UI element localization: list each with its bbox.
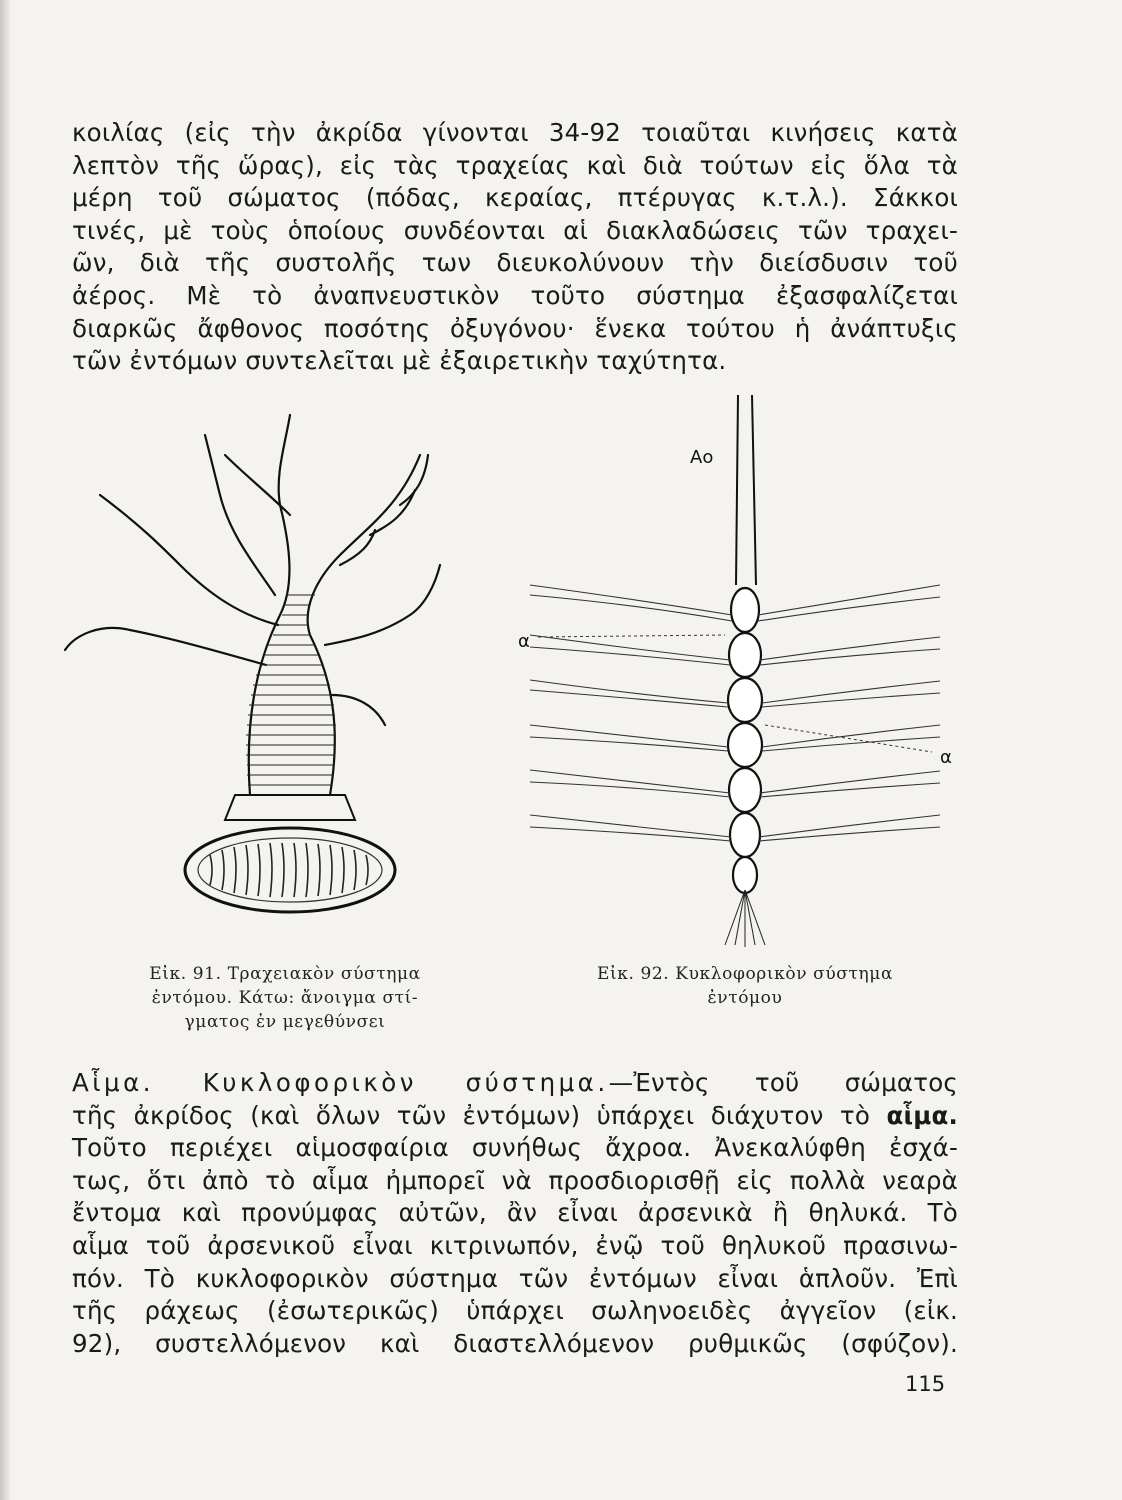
section-heading: Αἷμα. Κυκλοφορικὸν σύστημα. bbox=[72, 1068, 609, 1097]
caption-line: ἐντόμου. Κάτω: ἄνοιγμα στί- bbox=[151, 988, 419, 1008]
caption-line: Εἰκ. 91. Τραχειακὸν σύστημα bbox=[149, 964, 421, 984]
text-fragment: τῆς ἀκρίδος (καὶ ὅλων τῶν ἐντόμων) ὑπάρχει διάχυτον τὸ bbox=[72, 1100, 887, 1130]
text-line bbox=[72, 1067, 958, 1100]
text-line: κοιλίας (εἰς τὴν ἀκρίδα γίνονται 34-92 τοιαῦται κινήσεις κατὰ bbox=[72, 118, 958, 147]
text-line: μέρη τοῦ σώματος (πόδας, κεραίας, πτέρυγας κ.τ.λ.). Σάκκοι bbox=[72, 183, 958, 213]
text-line: τῆς ράχεως (ἐσωτερικῶς) ὑπάρχει σωληνοειδὲς ἀγγεῖον (εἰκ. bbox=[72, 1296, 958, 1326]
page-number: 115 bbox=[905, 1372, 946, 1396]
alary-muscle-label-right: α bbox=[940, 747, 952, 768]
paragraph-blood-circulation bbox=[72, 1067, 958, 1360]
text-line: αἷμα τοῦ ἀρσενικοῦ εἶναι κιτρινωπόν, ἐνῷ τοῦ θηλυκοῦ πρασινω- bbox=[72, 1230, 958, 1260]
tracheal-system-illustration bbox=[40, 395, 480, 935]
text-line: τινές, μὲ τοὺς ὁποίους συνδέονται αἱ διακλαδώσεις τῶν τραχει- bbox=[72, 215, 958, 245]
text-line: ἔντομα καὶ προνύμφας αὐτῶν, ἂν εἶναι ἀρσενικὰ ἢ θηλυκά. Τὸ bbox=[72, 1198, 958, 1228]
text-line: πόν. Τὸ κυκλοφορικὸν σύστημα τῶν ἐντόμων εἶναι ἁπλοῦν. Ἐπὶ bbox=[72, 1263, 958, 1293]
bold-term: αἷμα. bbox=[886, 1100, 958, 1130]
text-line: ἀέρος. Μὲ τὸ ἀναπνευστικὸν τοῦτο σύστημα ἐξασφαλίζεται bbox=[72, 280, 958, 310]
text-fragment: —Ἐντὸς τοῦ σώματος bbox=[608, 1068, 958, 1097]
text-line bbox=[72, 1100, 958, 1133]
alary-muscle-label-left: α bbox=[518, 631, 530, 652]
text-line: Τοῦτο περιέχει αἱμοσφαίρια συνήθως ἄχροα. Ἀνεκαλύφθη ἐσχά- bbox=[72, 1133, 958, 1163]
circulatory-system-illustration bbox=[500, 385, 960, 955]
text-line: λεπτὸν τῆς ὥρας), εἰς τὰς τραχείας καὶ διὰ τούτων εἰς ὅλα τὰ bbox=[72, 150, 958, 180]
figure-91-caption bbox=[100, 962, 470, 1034]
text-line: τῶν ἐντόμων συντελεῖται μὲ ἐξαιρετικὴν ταχύτητα. bbox=[72, 346, 727, 376]
caption-line: ἐντόμου bbox=[707, 988, 783, 1008]
text-line: διαρκῶς ἄφθονος ποσότης ὀξυγόνου· ἕνεκα τούτου ἡ ἀνάπτυξις bbox=[72, 313, 958, 343]
caption-line: Εἰκ. 92. Κυκλοφορικὸν σύστημα bbox=[596, 964, 894, 984]
text-line: 92), συστελλόμενον καὶ διαστελλόμενον ρυθμικῶς (σφύζον). bbox=[72, 1328, 958, 1358]
caption-line: γματος ἐν μεγεθύνσει bbox=[184, 1012, 386, 1032]
figure-92-caption bbox=[560, 962, 930, 1010]
paragraph-respiration bbox=[72, 117, 958, 378]
page-edge bbox=[0, 0, 10, 1500]
aorta-label: Αο bbox=[690, 447, 714, 468]
text-line: ῶν, διὰ τῆς συστολῆς των διευκολύνουν τὴν διείσδυσιν τοῦ bbox=[72, 248, 958, 278]
text-line: τως, ὅτι ἀπὸ τὸ αἷμα ἠμπορεῖ νὰ προσδιορισθῇ εἰς πολλὰ νεαρὰ bbox=[72, 1165, 958, 1195]
